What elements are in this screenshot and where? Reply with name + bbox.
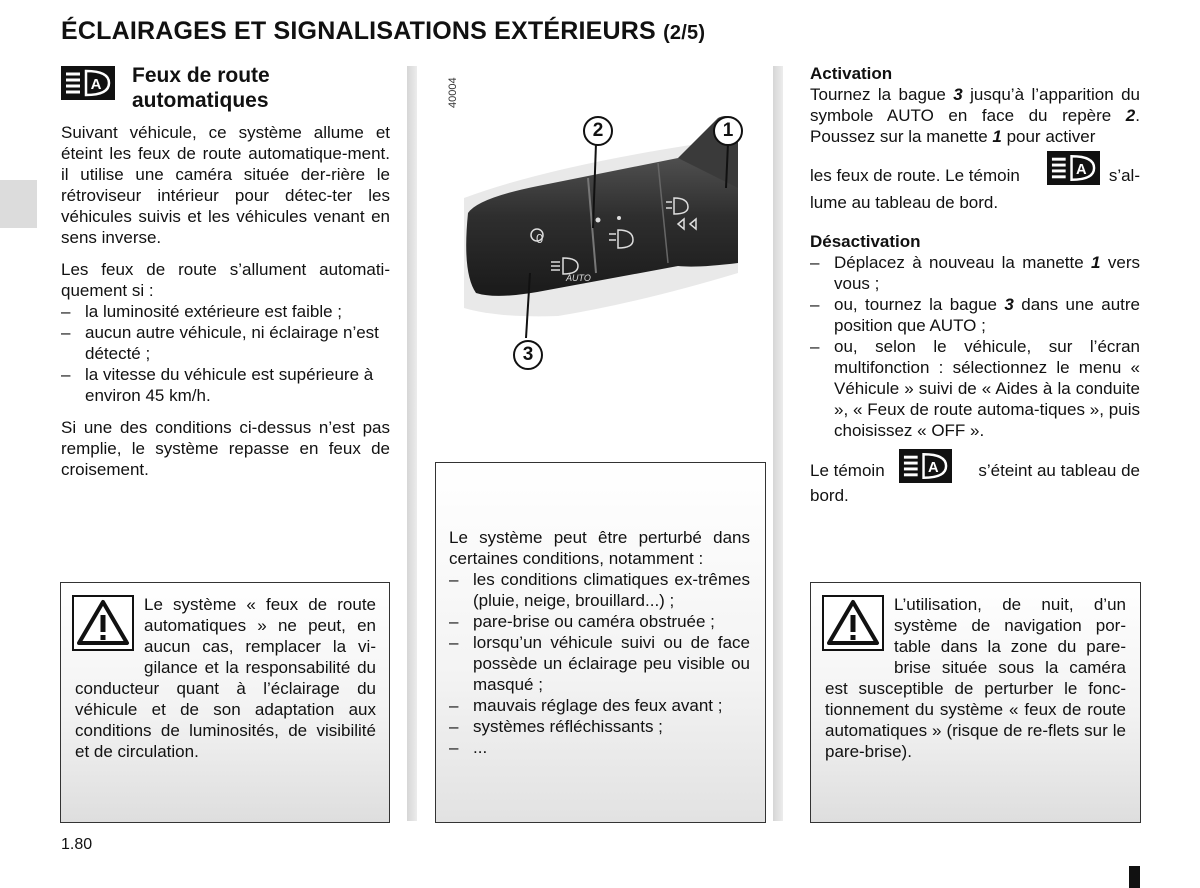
- page-number: 1.80: [61, 836, 93, 853]
- note-list: [449, 569, 750, 758]
- list-item: – lorsqu’un véhicule suivi ou de face possède un éclairage peu visible ou masqué ;: [449, 632, 750, 695]
- page-title: [61, 17, 705, 46]
- warning-text-left: Le système « feux de route automatiques » ne peut, en aucun cas, remplacer la vi-gilance et la responsabilité du conducteur quant à l’éclairage du véhicule et de son adaptation aux conditions de luminosités, de visibilité et de circulation.: [75, 595, 376, 761]
- note-intro: Le système peut être perturbé dans certaines conditions, notamment :: [449, 528, 750, 568]
- list-item: – mauvais réglage des feux avant ;: [449, 695, 750, 716]
- section-title-line2: automatiques: [132, 89, 269, 112]
- warning-text-right: L’utilisation, de nuit, d’un système de navigation por-table dans la zone du pare-brise située sous la caméra est susceptible de perturber le fonc-tionnement du système « feux de route automatiques » (risque de re-flets sur le pare-brise).: [825, 595, 1126, 761]
- callout-2: 2: [583, 116, 613, 146]
- activation-paragraph: Tournez la bague 3 jusqu’à l’apparition du symbole AUTO en face du repère 2. Poussez sur la manette 1 pour activer: [810, 85, 1141, 146]
- section-title-line1: Feux de route: [132, 64, 270, 87]
- page-title-text: ÉCLAIRAGES ET SIGNALISATIONS EXTÉRIEURS: [61, 17, 656, 45]
- deactivation-text: Le témoin: [810, 461, 885, 480]
- list-item: – systèmes réfléchissants ;: [449, 716, 750, 737]
- list-item: – aucun autre véhicule, ni éclairage n’est détecté ;: [61, 322, 390, 364]
- stalk-illustration: [438, 68, 758, 388]
- fallback-paragraph: Si une des conditions ci-dessus n’est pas remplie, le système repasse en feux de croisement.: [61, 418, 390, 479]
- conditions-intro: Les feux de route s’allument automati-quement si :: [61, 260, 390, 300]
- activation-indicator-line: [810, 149, 1140, 187]
- column-divider: [407, 66, 417, 821]
- svg-text:A: A: [1076, 161, 1087, 178]
- warning-box-right: [810, 582, 1141, 823]
- activation-text: s’al-: [1108, 166, 1140, 185]
- deactivation-indicator-line: [810, 449, 1140, 485]
- auto-high-beam-icon: [1047, 151, 1100, 185]
- activation-title: Activation: [810, 64, 893, 83]
- deactivation-text: bord.: [810, 486, 849, 505]
- auto-high-beam-icon: [61, 66, 115, 100]
- svg-text:A: A: [90, 76, 102, 93]
- left-column-text: [61, 122, 390, 480]
- deactivation-list: [810, 252, 1140, 441]
- note-box: [435, 462, 766, 823]
- page-part: (2/5): [663, 22, 706, 44]
- list-item: – Déplacez à nouveau la manette 1 vers vous ;: [810, 252, 1140, 294]
- chapter-tab: [0, 180, 37, 228]
- activation-text: les feux de route. Le témoin: [810, 166, 1020, 185]
- column-divider: [773, 66, 783, 821]
- list-item: – la luminosité extérieure est faible ;: [61, 301, 390, 322]
- image-code: 40004: [447, 77, 459, 108]
- list-item: – la vitesse du véhicule est supérieure à environ 45 km/h.: [61, 364, 390, 406]
- deactivation-text: s’éteint au tableau de: [978, 461, 1140, 480]
- stalk-label-off: 0: [536, 231, 544, 246]
- callout-1: 1: [713, 116, 743, 146]
- list-item: – les conditions climatiques ex-trêmes (pluie, neige, brouillard...) ;: [449, 569, 750, 611]
- activation-text: lume au tableau de bord.: [810, 193, 999, 212]
- page-edge-marker: [1129, 866, 1140, 888]
- warning-box-left: [60, 582, 390, 823]
- intro-paragraph: Suivant véhicule, ce système allume et éteint les feux de route automatique-ment. il utilise une caméra située der-rière le rétroviseur intérieur pour détec-ter les véhicules suivis et les véhicules venant en sens inverse.: [61, 123, 390, 247]
- callout-3: 3: [513, 340, 543, 370]
- deactivation-title: Désactivation: [810, 232, 921, 251]
- conditions-list: [61, 301, 390, 406]
- list-item: – ou, selon le véhicule, sur l’écran multifonction : sélectionnez le menu « Véhicule » suivi de « Aides à la conduite », « Feux de route automa-tiques », puis choisissez « OFF ».: [810, 336, 1140, 441]
- list-item: – pare-brise ou caméra obstruée ;: [449, 611, 750, 632]
- list-item: – ou, tournez la bague 3 dans une autre position que AUTO ;: [810, 294, 1140, 336]
- auto-high-beam-icon: [899, 449, 952, 483]
- svg-text:A: A: [928, 459, 939, 476]
- section-title: [132, 63, 270, 113]
- right-column-text: [810, 63, 1140, 506]
- stalk-label-auto: AUTO: [566, 273, 591, 283]
- note-content: [449, 527, 750, 758]
- list-item: – ...: [449, 737, 750, 758]
